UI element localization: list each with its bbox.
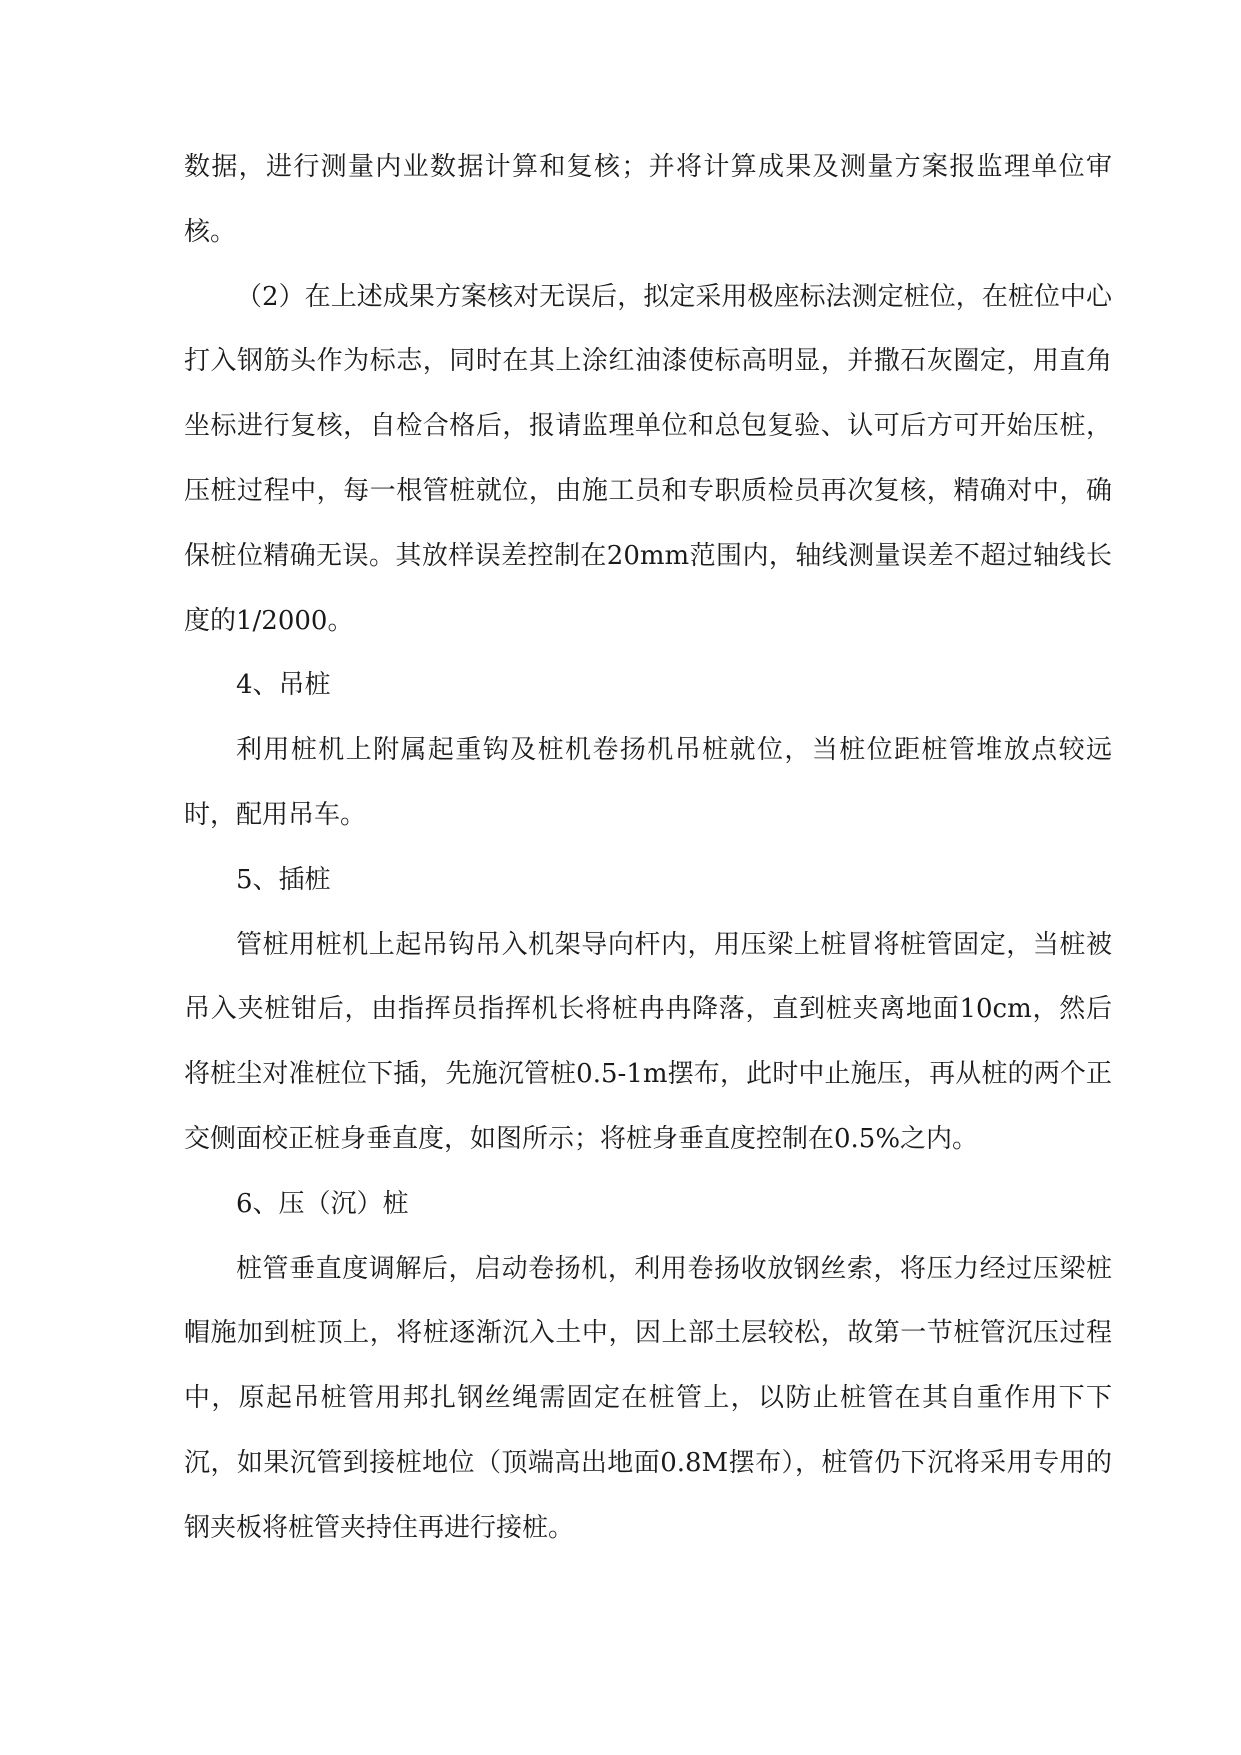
section-heading-inserting: 5、插桩	[236, 864, 331, 895]
paragraph-inserting: 管桩用桩机上起吊钩吊入机架导向杆内，用压梁上桩冒将桩管固定，当桩被吊入夹桩钳后，由指挥员指挥机长将桩冉冉降落，直到桩夹离地面10cm，然后将桩尘对准桩位下插，先施沉管桩0.5-1m摆布，此时中止施压，再从桩的两个正交侧面校正桩身垂直度，如图所示；将桩身垂直度控制在0.5%之内。	[184, 929, 1112, 1154]
section-heading-lifting: 4、吊桩	[236, 670, 331, 701]
paragraph-lifting: 利用桩机上附属起重钩及桩机卷扬机吊桩就位，当桩位距桩管堆放点较远时，配用吊车。	[184, 735, 1112, 830]
paragraph-pressing: 桩管垂直度调解后，启动卷扬机，利用卷扬收放钢丝索，将压力经过压梁桩帽施加到桩顶上，将桩逐渐沉入土中，因上部土层较松，故第一节桩管沉压过程中，原起吊桩管用邦扎钢丝绳需固定在桩管上，以防止桩管在其自重作用下下沉，如果沉管到接桩地位（顶端高出地面0.8M摆布），桩管仍下沉将采用专用的钢夹板将桩管夹持住再进行接桩。	[184, 1253, 1112, 1543]
document-body	[184, 135, 1112, 1561]
paragraph-pile-positioning: （2）在上述成果方案核对无误后，拟定采用极座标法测定桩位，在桩位中心打入钢筋头作为标志，同时在其上涂红油漆使标高明显，并撒石灰圈定，用直角坐标进行复核，自检合格后，报请监理单位和总包复验、认可后方可开始压桩，压桩过程中，每一根管桩就位，由施工员和专职质检员再次复核，精确对中，确保桩位精确无误。其放样误差控制在20mm范围内，轴线测量误差不超过轴线长度的1/2000。	[184, 281, 1112, 636]
section-heading-pressing: 6、压（沉）桩	[236, 1188, 409, 1219]
paragraph-continuation: 数据，进行测量内业数据计算和复核；并将计算成果及测量方案报监理单位审核。	[184, 152, 1112, 247]
